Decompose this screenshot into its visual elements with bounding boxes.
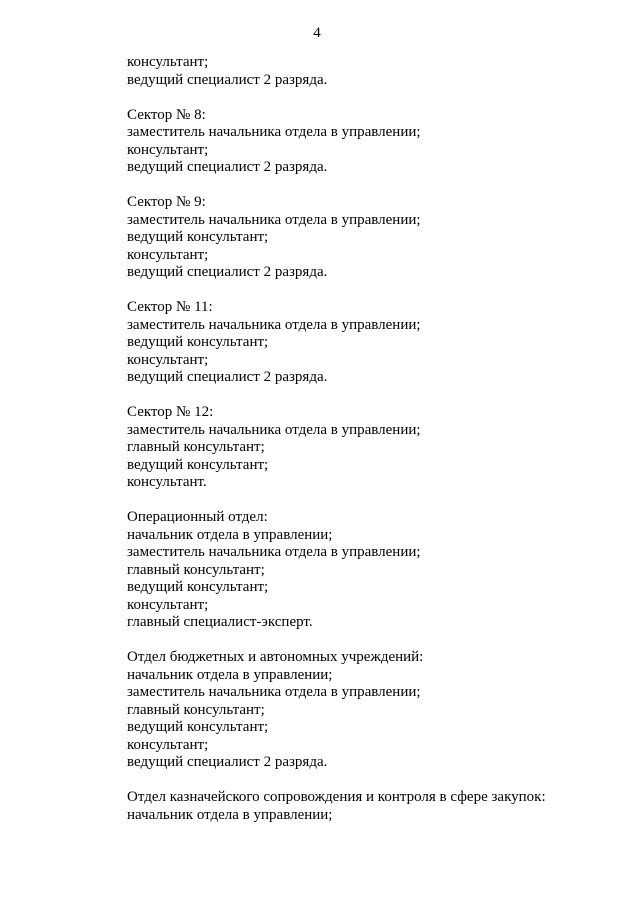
section-heading: Сектор № 11:	[127, 299, 213, 315]
text-block	[127, 54, 607, 89]
section-heading: Сектор № 8:	[127, 106, 206, 123]
section-heading: Отдел бюджетных и автономных учреждений:	[127, 649, 424, 665]
text-line: главный специалист-эксперт.	[127, 614, 313, 630]
text-line: консультант;	[127, 141, 209, 158]
section-heading: Сектор № 9:	[127, 194, 206, 210]
text-block	[127, 404, 607, 492]
text-line: ведущий консультант;	[127, 456, 269, 473]
text-line: ведущий консультант;	[127, 229, 269, 245]
text-line: ведущий консультант;	[127, 579, 269, 595]
text-line: консультант;	[127, 246, 209, 263]
text-line: ведущий специалист 2 разряда.	[127, 754, 328, 770]
text-line: начальник отдела в управлении;	[127, 526, 333, 543]
text-line: консультант.	[127, 474, 207, 490]
text-line: главный консультант;	[127, 701, 265, 718]
text-block	[127, 107, 607, 177]
text-block	[127, 509, 607, 632]
text-block	[127, 194, 607, 282]
section-heading: Отдел казначейского сопровождения и контроля в сфере закупок:	[127, 789, 546, 805]
text-line: заместитель начальника отдела в управлении;	[127, 684, 421, 700]
text-line: заместитель начальника отдела в управлении;	[127, 544, 421, 560]
text-line: ведущий специалист 2 разряда.	[127, 369, 328, 385]
page-number: 4	[313, 25, 321, 41]
text-block	[127, 649, 607, 772]
document-body	[127, 54, 607, 824]
text-block	[127, 299, 607, 387]
section-heading: Сектор № 12:	[127, 404, 214, 420]
text-line: консультант;	[127, 351, 209, 368]
text-line: ведущий консультант;	[127, 719, 269, 735]
text-line: начальник отдела в управлении;	[127, 666, 333, 683]
text-line: главный консультант;	[127, 439, 265, 455]
text-line: консультант;	[127, 596, 209, 613]
text-line: заместитель начальника отдела в управлении;	[127, 421, 421, 438]
text-line: консультант;	[127, 736, 209, 753]
text-line: ведущий специалист 2 разряда.	[127, 71, 328, 88]
text-block	[127, 789, 607, 824]
text-line: консультант;	[127, 54, 209, 70]
text-line: ведущий специалист 2 разряда.	[127, 264, 328, 280]
section-heading: Операционный отдел:	[127, 509, 268, 525]
text-line: главный консультант;	[127, 561, 265, 578]
text-line: заместитель начальника отдела в управлении;	[127, 211, 421, 228]
text-line: начальник отдела в управлении;	[127, 806, 333, 823]
text-line: ведущий специалист 2 разряда.	[127, 159, 328, 175]
text-line: заместитель начальника отдела в управлении;	[127, 316, 421, 333]
text-line: заместитель начальника отдела в управлении;	[127, 124, 421, 140]
text-line: ведущий консультант;	[127, 334, 269, 350]
